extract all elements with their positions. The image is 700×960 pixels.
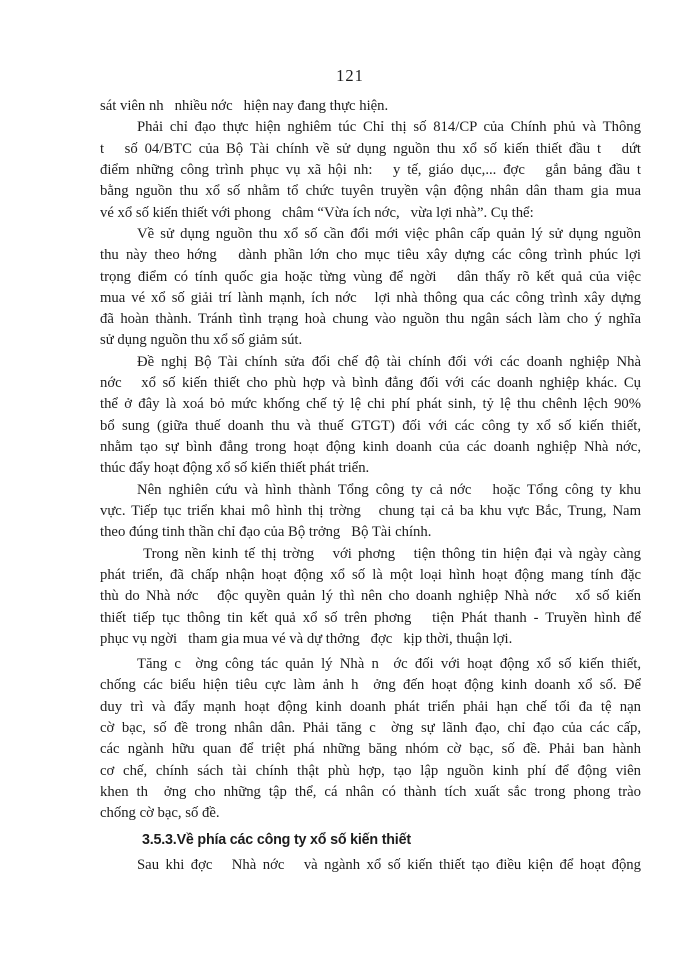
text-line: phát triển, đã chấp nhận hoạt động xổ số là một loại hình hoạt động mang tính đặc	[100, 566, 641, 583]
document-body	[100, 96, 641, 876]
text-line: t số 04/BTC của Bộ Tài chính về sử dụng nguồn thu xổ số kiến thiết đầu t dứt	[100, 140, 641, 157]
text-line: đã hoàn thành. Tránh tình trạng hoà chung vào nguồn thu ngân sách làm cho ý nghĩa	[100, 311, 641, 328]
paragraph	[100, 480, 641, 544]
paragraph	[100, 117, 641, 224]
text-line: Tăng c ờng công tác quản lý Nhà n ớc đối với hoạt động xổ số kiến thiết,	[137, 656, 641, 673]
text-line: Về sử dụng nguồn thu xổ số cần đổi mới việc phân cấp quản lý sử dụng nguồn	[137, 225, 641, 242]
text-line: Trong nền kinh tế thị trờng với phơng tiện thông tin hiện đại và ngày càng	[137, 545, 641, 562]
text-line: Phải chỉ đạo thực hiện nghiêm túc Chỉ thị số 814/CP của Chính phủ và Thông	[137, 119, 641, 136]
paragraph	[100, 352, 641, 480]
text-line: khen th ởng cho những tập thể, cá nhân có thành tích xuất sắc trong phong trào	[100, 784, 641, 800]
text-line: Nên nghiên cứu và hình thành Tổng công ty cả nớc hoặc Tổng công ty khu	[137, 481, 641, 498]
text-line: vé xổ số kiến thiết với phong châm “Vừa ích nớc, vừa lợi nhà”. Cụ thể:	[100, 204, 534, 221]
page-number: 121	[336, 66, 364, 85]
paragraph	[100, 96, 641, 117]
text-line: mua vé xổ số giải trí lành mạnh, ích nớc lợi nhà thông qua các công trình xây dựng	[100, 289, 641, 306]
paragraph	[100, 544, 641, 651]
text-line: vực. Tiếp tục triển khai mô hình thị trờng chung tại cả ba khu vực Bắc, Trung, Nam	[100, 502, 641, 519]
text-line: bằng nguồn thu xổ số nhằm tổ chức tuyên truyền vận động nhân dân tham gia mua	[100, 183, 641, 200]
text-line: duy trì và đẩy mạnh hoạt động kinh doanh phát triển phải hạn chế tối đa tệ nạn	[100, 698, 641, 715]
text-line: sử dụng nguồn thu xổ số giảm sút.	[100, 332, 303, 349]
text-line: Sau khi đợc Nhà nớc và ngành xổ số kiến thiết tạo điều kiện để hoạt động	[137, 856, 641, 873]
text-line: chống các biểu hiện tiêu cực làm ảnh h ởng đến hoạt động kinh doanh xổ số. Để	[100, 677, 641, 694]
text-line: trọng điểm có tính quốc gia hoặc từng vùng để ngời dân thấy rõ kết quả của việc	[100, 268, 641, 285]
text-line: bổ sung (giữa thuế doanh thu và thuế GTGT) đối với các công ty xổ số kiến thiết,	[100, 417, 641, 434]
text-line: thu này theo hớng dành phần lớn cho mục tiêu xây dựng các công trình phúc lợi	[100, 247, 641, 264]
text-line: sát viên nh nhiều nớc hiện nay đang thực hiện.	[100, 98, 389, 114]
paragraph	[100, 855, 641, 876]
text-line: nhằm tạo sự bình đẳng trong hoạt động kinh doanh của các doanh nghiệp Nhà nớc,	[100, 439, 641, 455]
paragraph	[100, 224, 641, 352]
text-line: Đề nghị Bộ Tài chính sửa đổi chế độ tài chính đối với các doanh nghiệp Nhà	[137, 353, 641, 370]
text-line: thiết tiếp tục thông tin kết quả xổ số trên phơng tiện Phát thanh - Truyền hình để	[100, 609, 641, 626]
text-line: các ngành hữu quan để triệt phá những băng nhóm cờ bạc, số đề. Phải ban hành	[100, 741, 641, 758]
text-line: phục vụ ngời tham gia mua vé và dự thởng đợc kịp thời, thuận lợi.	[100, 630, 513, 647]
text-line: thể ở đây là xoá bỏ mức khống chế tỷ lệ chi phí phát sinh, tỷ lệ thu chênh lệch 90%	[100, 396, 641, 413]
text-line: điểm những công trình phục vụ xã hội nh: y tế, giáo dục,... đợc gắn bảng đầu t	[100, 161, 641, 178]
text-line: thù do Nhà nớc độc quyền quản lý thì nên cho doanh nghiệp Nhà nớc xổ số kiến	[100, 588, 641, 605]
text-line: chống cờ bạc, số đề.	[100, 805, 220, 822]
text-line: nớc xổ số kiến thiết cho phù hợp và bình đẳng đối với các doanh nghiệp khác. Cụ	[100, 375, 641, 392]
text-line: theo đúng tinh thần chỉ đạo của Bộ trởng Bộ Tài chính.	[100, 524, 432, 541]
paragraph	[100, 654, 641, 825]
section-heading: 3.5.3.Về phía các công ty xổ số kiến thiết	[142, 831, 411, 848]
text-line: cờ bạc, số đề trong nhân dân. Phải tăng c ờng sự lãnh đạo, chỉ đạo của các cấp,	[100, 720, 641, 737]
text-line: cơ chế, chính sách tài chính thật phù hợp, tạo lập nguồn kinh phí để động viên	[100, 762, 641, 779]
text-line: thúc đẩy hoạt động xổ số kiến thiết phát triển.	[100, 460, 370, 477]
